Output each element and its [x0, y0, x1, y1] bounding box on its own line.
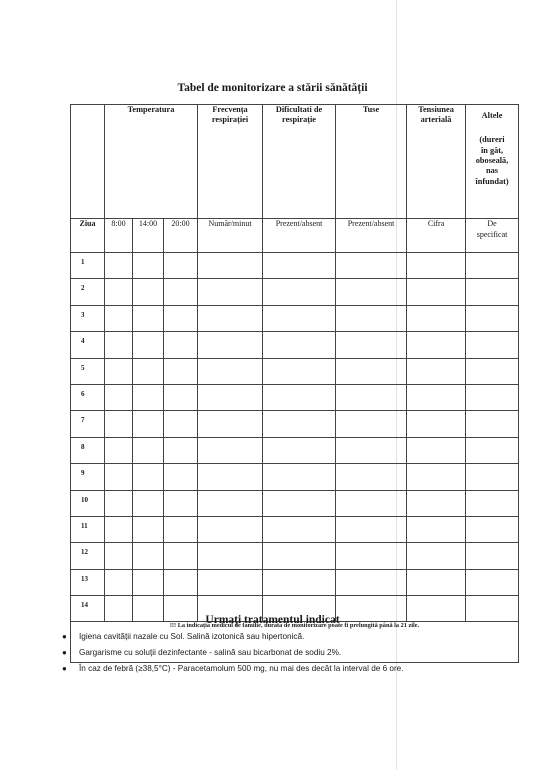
- entry-cell[interactable]: [407, 358, 466, 384]
- entry-cell[interactable]: [198, 279, 263, 305]
- table-row: [71, 279, 519, 305]
- subheader-time-3: 20:00: [164, 219, 198, 253]
- treatment-list: [62, 631, 404, 679]
- entry-cell[interactable]: [164, 332, 198, 358]
- entry-cell[interactable]: [407, 464, 466, 490]
- day-number: 8: [71, 437, 105, 463]
- header-other-line3: oboseală,: [475, 156, 509, 166]
- entry-cell[interactable]: [466, 253, 519, 279]
- entry-cell[interactable]: [336, 464, 407, 490]
- table-row: [71, 253, 519, 279]
- day-number: 5: [71, 358, 105, 384]
- entry-cell[interactable]: [164, 464, 198, 490]
- treatment-title: Urmați tratamentul indicat: [205, 614, 340, 626]
- table-row: [71, 569, 519, 595]
- header-other-line1: (dureri: [479, 135, 505, 145]
- header-breathing-line1: Dificultati de: [275, 105, 323, 114]
- header-breathing-line2: respirație: [282, 115, 316, 125]
- header-temperature: [105, 105, 198, 219]
- header-temperature-label: Temperatura: [127, 105, 175, 114]
- table-row: [71, 305, 519, 331]
- entry-cell[interactable]: [164, 279, 198, 305]
- entry-cell[interactable]: [407, 332, 466, 358]
- entry-cell[interactable]: [133, 253, 164, 279]
- header-other-details: [466, 135, 518, 187]
- entry-cell[interactable]: [336, 279, 407, 305]
- entry-cell[interactable]: [407, 569, 466, 595]
- entry-cell[interactable]: [263, 411, 336, 437]
- entry-cell[interactable]: [105, 332, 133, 358]
- entry-cell[interactable]: [263, 569, 336, 595]
- entry-cell[interactable]: [407, 516, 466, 542]
- entry-cell[interactable]: [198, 305, 263, 331]
- entry-cell[interactable]: [198, 358, 263, 384]
- entry-cell[interactable]: [105, 279, 133, 305]
- entry-cell[interactable]: [105, 411, 133, 437]
- entry-cell[interactable]: [133, 384, 164, 410]
- day-number: 12: [71, 543, 105, 569]
- entry-cell[interactable]: [336, 411, 407, 437]
- entry-cell[interactable]: [263, 543, 336, 569]
- entry-cell[interactable]: [466, 411, 519, 437]
- entry-cell[interactable]: [466, 437, 519, 463]
- entry-cell[interactable]: [407, 279, 466, 305]
- entry-cell[interactable]: [466, 569, 519, 595]
- entry-cell[interactable]: [198, 332, 263, 358]
- day-number: 11: [71, 516, 105, 542]
- entry-cell[interactable]: [336, 384, 407, 410]
- header-respiratory-rate: [198, 105, 263, 219]
- entry-cell[interactable]: [407, 305, 466, 331]
- entry-cell[interactable]: [263, 279, 336, 305]
- subheader-other-line1: De: [487, 219, 497, 228]
- entry-cell[interactable]: [336, 253, 407, 279]
- day-number: 7: [71, 411, 105, 437]
- header-respiratory-rate-line1: Frecvența: [212, 105, 248, 114]
- entry-cell[interactable]: [133, 569, 164, 595]
- entry-cell[interactable]: [407, 543, 466, 569]
- entry-cell[interactable]: [336, 305, 407, 331]
- page-title: Tabel de monitorizare a stării sănătății: [177, 82, 368, 94]
- header-other-line5: înfundat): [475, 176, 509, 186]
- entry-cell[interactable]: [198, 411, 263, 437]
- entry-cell[interactable]: [133, 516, 164, 542]
- entry-cell[interactable]: [263, 490, 336, 516]
- entry-cell[interactable]: [198, 569, 263, 595]
- entry-cell[interactable]: [164, 411, 198, 437]
- entry-cell[interactable]: [133, 490, 164, 516]
- header-other: [466, 105, 519, 219]
- subheader-respiratory-rate: Număr/minut: [198, 219, 263, 253]
- monitoring-table: [70, 104, 519, 663]
- treatment-item-text: În caz de febră (≥38,5°C) - Paracetamolum 500 mg, nu mai des decât la interval de 6 ore.: [79, 664, 404, 673]
- entry-cell[interactable]: [164, 305, 198, 331]
- entry-cell[interactable]: [164, 384, 198, 410]
- entry-cell[interactable]: [133, 332, 164, 358]
- entry-cell[interactable]: [407, 490, 466, 516]
- day-number: 2: [71, 279, 105, 305]
- entry-cell[interactable]: [263, 305, 336, 331]
- subheader-breathing: Prezent/absent: [263, 219, 336, 253]
- entry-cell[interactable]: [105, 253, 133, 279]
- entry-cell[interactable]: [105, 516, 133, 542]
- day-number: 4: [71, 332, 105, 358]
- treatment-item-text: Gargarisme cu soluții dezinfectante - salină sau bicarbonat de sodiu 2%.: [79, 648, 342, 657]
- bullet-icon: ●: [62, 664, 67, 673]
- entry-cell[interactable]: [105, 464, 133, 490]
- entry-cell[interactable]: [164, 253, 198, 279]
- entry-cell[interactable]: [407, 253, 466, 279]
- entry-cell[interactable]: [133, 464, 164, 490]
- entry-cell[interactable]: [164, 516, 198, 542]
- subheader-cough: Prezent/absent: [336, 219, 407, 253]
- header-empty-cell: [71, 105, 105, 219]
- day-number: 10: [71, 490, 105, 516]
- entry-cell[interactable]: [466, 358, 519, 384]
- day-number: 9: [71, 464, 105, 490]
- entry-cell[interactable]: [198, 464, 263, 490]
- day-number: 13: [71, 569, 105, 595]
- day-number: 14: [71, 596, 105, 622]
- table-row: [71, 358, 519, 384]
- entry-cell[interactable]: [105, 569, 133, 595]
- entry-cell[interactable]: [198, 516, 263, 542]
- treatment-item: [62, 631, 404, 647]
- subheader-other-line2: specificat: [476, 229, 508, 239]
- day-number: 6: [71, 384, 105, 410]
- entry-cell[interactable]: [198, 490, 263, 516]
- entry-cell[interactable]: [164, 569, 198, 595]
- subheader-day: Ziua: [71, 219, 105, 253]
- entry-cell[interactable]: [263, 464, 336, 490]
- table-row: [71, 411, 519, 437]
- entry-cell[interactable]: [466, 516, 519, 542]
- table-row: [71, 464, 519, 490]
- table-row: [71, 490, 519, 516]
- entry-cell[interactable]: [336, 490, 407, 516]
- entry-cell[interactable]: [466, 332, 519, 358]
- table-row: [71, 516, 519, 542]
- header-other-line2: în gât,: [480, 145, 504, 155]
- entry-cell[interactable]: [466, 279, 519, 305]
- table-header-row: [71, 105, 519, 219]
- entry-cell[interactable]: [336, 569, 407, 595]
- entry-cell[interactable]: [336, 358, 407, 384]
- table-row: [71, 543, 519, 569]
- entry-cell[interactable]: [164, 543, 198, 569]
- day-number: 3: [71, 305, 105, 331]
- header-blood-pressure: [407, 105, 466, 219]
- table-subheader-row: [71, 219, 519, 253]
- entry-cell[interactable]: [105, 490, 133, 516]
- entry-cell[interactable]: [105, 305, 133, 331]
- entry-cell[interactable]: [198, 437, 263, 463]
- entry-cell[interactable]: [133, 411, 164, 437]
- entry-cell[interactable]: [336, 543, 407, 569]
- table-row: [71, 437, 519, 463]
- entry-cell[interactable]: [133, 358, 164, 384]
- entry-cell[interactable]: [198, 384, 263, 410]
- entry-cell[interactable]: [105, 437, 133, 463]
- subheader-other: [466, 219, 519, 253]
- day-number: 1: [71, 253, 105, 279]
- treatment-item: [62, 647, 404, 663]
- entry-cell[interactable]: [263, 253, 336, 279]
- entry-cell[interactable]: [336, 332, 407, 358]
- entry-cell[interactable]: [164, 437, 198, 463]
- header-other-line4: nas: [486, 166, 499, 176]
- entry-cell[interactable]: [466, 384, 519, 410]
- entry-cell[interactable]: [164, 358, 198, 384]
- subheader-blood-pressure: Cifra: [407, 219, 466, 253]
- entry-cell[interactable]: [466, 464, 519, 490]
- entry-cell[interactable]: [198, 253, 263, 279]
- header-cough-label: Tuse: [362, 105, 380, 114]
- subheader-time-1: 8:00: [105, 219, 133, 253]
- header-other-title: Altele: [481, 111, 503, 120]
- table-row: [71, 332, 519, 358]
- entry-cell[interactable]: [164, 490, 198, 516]
- entry-cell[interactable]: [466, 305, 519, 331]
- entry-cell[interactable]: [407, 437, 466, 463]
- header-breathing-difficulty: [263, 105, 336, 219]
- table-footnote: !!! La indicația medicul de familie, durata de monitorizare poate fi prelungită până la 21 zile.: [71, 622, 519, 663]
- entry-cell[interactable]: [263, 516, 336, 542]
- header-bp-line1: Tensiunea: [418, 105, 454, 114]
- treatment-item-text: Igiena cavității nazale cu Sol. Salină izotonică sau hipertonică.: [79, 632, 305, 641]
- entry-cell[interactable]: [133, 279, 164, 305]
- table-row: [71, 384, 519, 410]
- entry-cell[interactable]: [466, 490, 519, 516]
- entry-cell[interactable]: [105, 358, 133, 384]
- entry-cell[interactable]: [263, 437, 336, 463]
- entry-cell[interactable]: [133, 305, 164, 331]
- entry-cell[interactable]: [263, 358, 336, 384]
- bullet-icon: ●: [62, 632, 67, 641]
- entry-cell[interactable]: [336, 437, 407, 463]
- header-cough: [336, 105, 407, 219]
- entry-cell[interactable]: [466, 543, 519, 569]
- entry-cell[interactable]: [336, 516, 407, 542]
- subheader-time-2: 14:00: [133, 219, 164, 253]
- entry-cell[interactable]: [198, 543, 263, 569]
- entry-cell[interactable]: [407, 411, 466, 437]
- header-respiratory-rate-line2: respirației: [211, 115, 249, 125]
- entry-cell[interactable]: [133, 437, 164, 463]
- entry-cell[interactable]: [407, 384, 466, 410]
- treatment-item: [62, 663, 404, 679]
- entry-cell[interactable]: [133, 543, 164, 569]
- entry-cell[interactable]: [105, 384, 133, 410]
- entry-cell[interactable]: [105, 543, 133, 569]
- entry-cell[interactable]: [263, 384, 336, 410]
- entry-cell[interactable]: [263, 332, 336, 358]
- header-bp-line2: arterială: [420, 115, 452, 125]
- bullet-icon: ●: [62, 648, 67, 657]
